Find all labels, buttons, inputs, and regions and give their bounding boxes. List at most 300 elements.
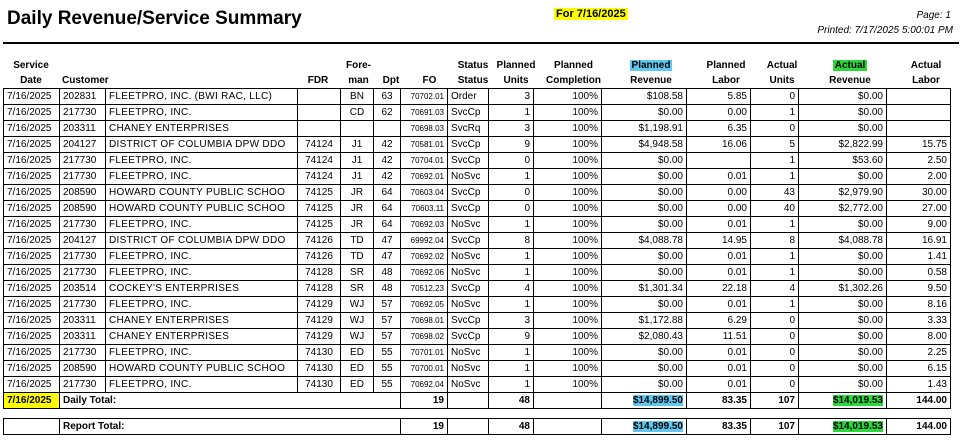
cell-planned-completion: 100% [534,249,602,265]
daily-total-planned-units: 48 [489,393,534,409]
cell-fdr: 74129 [298,329,341,345]
cell-actual-units: 0 [751,377,799,393]
cell-customer-id: 217730 [60,169,106,185]
header-actual-units: Actual Units [766,60,798,86]
cell-fdr: 74125 [298,201,341,217]
cell-fo: 70603.11 [401,201,448,217]
cell-actual-labor: 27.00 [887,201,951,217]
header-planned-labor: Planned Labor [706,60,746,86]
cell-actual-revenue: $0.00 [799,345,887,361]
cell-actual-revenue: $0.00 [799,121,887,137]
table-row [4,105,951,121]
header-foreman: Fore- man [346,60,371,86]
cell-planned-labor: 0.00 [687,201,751,217]
cell-foreman: BN [341,89,374,105]
report-total-empty-date [4,419,60,435]
cell-planned-labor: 22.18 [687,281,751,297]
daily-total-count: 19 [401,393,448,409]
cell-customer-name: FLEETPRO, INC. [106,377,298,393]
table-row [4,377,951,393]
table-row [4,169,951,185]
cell-dpt: 62 [374,105,401,121]
cell-dpt: 57 [374,297,401,313]
cell-planned-labor: 0.01 [687,297,751,313]
cell-planned-labor: 6.35 [687,121,751,137]
cell-customer-id: 203514 [60,281,106,297]
daily-total-empty-status [448,393,489,409]
cell-planned-completion: 100% [534,201,602,217]
cell-planned-labor: 0.01 [687,377,751,393]
cell-foreman: SR [341,281,374,297]
cell-planned-revenue: $4,948.58 [602,137,687,153]
cell-actual-labor [887,121,951,137]
cell-dpt: 57 [374,329,401,345]
cell-actual-revenue: $0.00 [799,217,887,233]
header-actual-revenue: Actual Revenue [829,60,871,86]
cell-fo: 70692.01 [401,169,448,185]
cell-planned-units: 8 [489,233,534,249]
cell-planned-completion: 100% [534,153,602,169]
cell-actual-units: 0 [751,89,799,105]
cell-dpt [374,121,401,137]
cell-date: 7/16/2025 [4,153,60,169]
cell-status: SvcCp [448,281,489,297]
cell-customer-name: DISTRICT OF COLUMBIA DPW DDO [106,233,298,249]
cell-date: 7/16/2025 [4,105,60,121]
cell-date: 7/16/2025 [4,313,60,329]
cell-foreman: ED [341,345,374,361]
header-customer: Customer [62,75,109,86]
cell-planned-completion: 100% [534,361,602,377]
cell-actual-units: 1 [751,265,799,281]
header-rule [3,42,959,44]
cell-planned-labor: 0.01 [687,345,751,361]
cell-planned-revenue: $0.00 [602,345,687,361]
cell-dpt: 55 [374,377,401,393]
cell-dpt: 42 [374,137,401,153]
cell-planned-units: 1 [489,377,534,393]
cell-fo: 70698.03 [401,121,448,137]
cell-planned-units: 3 [489,121,534,137]
daily-total-planned-revenue: $14,899.50 [602,393,687,409]
table-row [4,313,951,329]
cell-fdr: 74129 [298,313,341,329]
cell-customer-name: HOWARD COUNTY PUBLIC SCHOO [106,201,298,217]
cell-planned-revenue: $1,301.34 [602,281,687,297]
cell-planned-units: 9 [489,137,534,153]
cell-planned-labor: 0.00 [687,185,751,201]
cell-foreman: JR [341,217,374,233]
cell-actual-revenue: $0.00 [799,169,887,185]
cell-fo: 70704.01 [401,153,448,169]
cell-planned-units: 3 [489,313,534,329]
cell-planned-completion: 100% [534,121,602,137]
cell-customer-name: DISTRICT OF COLUMBIA DPW DDO [106,137,298,153]
cell-fdr: 74128 [298,265,341,281]
cell-dpt: 55 [374,345,401,361]
cell-actual-units: 0 [751,313,799,329]
cell-actual-labor: 9.50 [887,281,951,297]
cell-fo: 70692.05 [401,297,448,313]
cell-date: 7/16/2025 [4,121,60,137]
cell-customer-id: 217730 [60,153,106,169]
cell-actual-labor: 1.43 [887,377,951,393]
report-total-count: 19 [401,419,448,435]
cell-fdr: 74126 [298,233,341,249]
cell-planned-revenue: $1,172.88 [602,313,687,329]
cell-customer-id: 217730 [60,217,106,233]
table-row [4,297,951,313]
cell-actual-units: 0 [751,121,799,137]
cell-planned-units: 0 [489,201,534,217]
header-planned-completion: Planned Completion [546,60,601,86]
report-total-row [4,419,951,435]
cell-dpt: 57 [374,313,401,329]
revenue-table [3,88,951,435]
cell-customer-name: FLEETPRO, INC. [106,169,298,185]
cell-fdr: 74124 [298,169,341,185]
cell-status: NoSvc [448,297,489,313]
cell-customer-id: 217730 [60,297,106,313]
cell-customer-id: 203311 [60,121,106,137]
cell-actual-units: 4 [751,281,799,297]
cell-actual-units: 5 [751,137,799,153]
cell-date: 7/16/2025 [4,377,60,393]
cell-planned-labor: 0.00 [687,105,751,121]
cell-fo: 70692.02 [401,249,448,265]
cell-actual-units: 43 [751,185,799,201]
report-total-planned-labor: 83.35 [687,419,751,435]
cell-planned-units: 1 [489,217,534,233]
cell-actual-revenue: $0.00 [799,361,887,377]
daily-total-actual-labor: 144.00 [887,393,951,409]
cell-planned-revenue: $0.00 [602,201,687,217]
header-planned-revenue: Planned Revenue [630,60,672,86]
report-total-empty-completion [534,419,602,435]
cell-fdr [298,89,341,105]
cell-planned-revenue: $0.00 [602,217,687,233]
table-row [4,185,951,201]
spacer-cell [4,409,951,419]
cell-customer-name: CHANEY ENTERPRISES [106,329,298,345]
report-total-empty-status [448,419,489,435]
cell-planned-completion: 100% [534,233,602,249]
cell-dpt: 47 [374,249,401,265]
cell-actual-revenue: $0.00 [799,377,887,393]
cell-foreman: ED [341,361,374,377]
cell-fdr: 74125 [298,185,341,201]
cell-date: 7/16/2025 [4,329,60,345]
table-row [4,345,951,361]
cell-planned-revenue: $0.00 [602,185,687,201]
cell-customer-name: FLEETPRO, INC. [106,217,298,233]
daily-total-label: Daily Total: [60,393,401,409]
cell-status: NoSvc [448,169,489,185]
header-fdr: FDR [307,75,329,86]
cell-dpt: 55 [374,361,401,377]
cell-planned-revenue: $0.00 [602,377,687,393]
daily-total-planned-labor: 83.35 [687,393,751,409]
cell-customer-id: 208590 [60,361,106,377]
cell-customer-name: FLEETPRO, INC. [106,345,298,361]
cell-planned-labor: 0.01 [687,217,751,233]
cell-actual-revenue: $0.00 [799,329,887,345]
cell-planned-units: 1 [489,361,534,377]
cell-planned-units: 9 [489,329,534,345]
cell-actual-labor: 8.00 [887,329,951,345]
table-row [4,201,951,217]
cell-dpt: 42 [374,153,401,169]
cell-fo: 70700.01 [401,361,448,377]
cell-actual-revenue: $0.00 [799,313,887,329]
cell-dpt: 64 [374,185,401,201]
cell-planned-completion: 100% [534,297,602,313]
printed-timestamp: Printed: 7/17/2025 5:00:01 PM [817,25,953,36]
cell-actual-revenue: $0.00 [799,265,887,281]
cell-actual-labor: 15.75 [887,137,951,153]
cell-foreman: WJ [341,297,374,313]
cell-foreman: JR [341,201,374,217]
header-status: Status Status [457,60,489,86]
table-row [4,153,951,169]
cell-customer-id: 203311 [60,329,106,345]
cell-actual-revenue: $2,979.90 [799,185,887,201]
cell-planned-completion: 100% [534,105,602,121]
cell-status: SvcCp [448,185,489,201]
cell-fdr: 74130 [298,345,341,361]
cell-planned-units: 0 [489,153,534,169]
cell-status: NoSvc [448,265,489,281]
cell-planned-labor: 0.01 [687,265,751,281]
cell-actual-labor: 16.91 [887,233,951,249]
daily-total-actual-units: 107 [751,393,799,409]
cell-planned-units: 1 [489,297,534,313]
cell-status: NoSvc [448,217,489,233]
cell-actual-revenue: $2,822.99 [799,137,887,153]
cell-planned-completion: 100% [534,89,602,105]
cell-planned-completion: 100% [534,185,602,201]
cell-customer-name: HOWARD COUNTY PUBLIC SCHOO [106,185,298,201]
cell-actual-units: 1 [751,249,799,265]
cell-planned-completion: 100% [534,281,602,297]
cell-planned-revenue: $108.58 [602,89,687,105]
table-row [4,121,951,137]
cell-date: 7/16/2025 [4,233,60,249]
cell-foreman: TD [341,249,374,265]
cell-planned-revenue: $0.00 [602,361,687,377]
cell-dpt: 48 [374,265,401,281]
cell-actual-labor: 9.00 [887,217,951,233]
cell-date: 7/16/2025 [4,249,60,265]
cell-actual-labor: 0.58 [887,265,951,281]
cell-actual-revenue: $0.00 [799,89,887,105]
cell-dpt: 42 [374,169,401,185]
cell-actual-units: 1 [751,105,799,121]
cell-planned-revenue: $0.00 [602,153,687,169]
cell-actual-revenue: $0.00 [799,105,887,121]
cell-actual-labor: 3.33 [887,313,951,329]
cell-actual-revenue: $0.00 [799,249,887,265]
cell-status: SvcCp [448,313,489,329]
cell-planned-labor: 0.01 [687,361,751,377]
cell-dpt: 64 [374,217,401,233]
cell-fo: 70701.01 [401,345,448,361]
cell-fo: 70698.02 [401,329,448,345]
cell-foreman: JR [341,185,374,201]
cell-planned-revenue: $0.00 [602,169,687,185]
cell-planned-units: 1 [489,345,534,361]
report-total-actual-revenue: $14,019.53 [799,419,887,435]
cell-fo: 70692.06 [401,265,448,281]
cell-fo: 69992.04 [401,233,448,249]
cell-dpt: 48 [374,281,401,297]
cell-actual-labor: 2.25 [887,345,951,361]
cell-actual-units: 1 [751,217,799,233]
cell-planned-completion: 100% [534,137,602,153]
cell-status: SvcCp [448,137,489,153]
cell-status: NoSvc [448,361,489,377]
table-row [4,233,951,249]
cell-customer-name: COCKEY'S ENTERPRISES [106,281,298,297]
cell-customer-id: 204127 [60,233,106,249]
cell-fo: 70512.23 [401,281,448,297]
cell-planned-completion: 100% [534,217,602,233]
cell-customer-id: 217730 [60,249,106,265]
cell-fo: 70702.01 [401,89,448,105]
cell-planned-completion: 100% [534,329,602,345]
table-row [4,329,951,345]
cell-planned-revenue: $0.00 [602,297,687,313]
cell-fo: 70581.01 [401,137,448,153]
cell-customer-name: FLEETPRO, INC. (BWI RAC, LLC) [106,89,298,105]
cell-foreman: CD [341,105,374,121]
cell-status: SvcCp [448,105,489,121]
cell-customer-id: 217730 [60,377,106,393]
cell-planned-units: 4 [489,281,534,297]
cell-date: 7/16/2025 [4,185,60,201]
cell-fo: 70698.01 [401,313,448,329]
cell-planned-units: 0 [489,185,534,201]
table-row [4,217,951,233]
cell-date: 7/16/2025 [4,361,60,377]
cell-customer-name: FLEETPRO, INC. [106,249,298,265]
table-row [4,89,951,105]
header-dpt: Dpt [382,75,400,86]
cell-customer-id: 217730 [60,265,106,281]
cell-customer-name: CHANEY ENTERPRISES [106,313,298,329]
cell-planned-labor: 0.01 [687,249,751,265]
cell-planned-revenue: $1,198.91 [602,121,687,137]
cell-status: NoSvc [448,345,489,361]
cell-fdr: 74126 [298,249,341,265]
cell-planned-labor: 14.95 [687,233,751,249]
report-total-actual-units: 107 [751,419,799,435]
cell-foreman: WJ [341,313,374,329]
cell-foreman: WJ [341,329,374,345]
daily-total-actual-revenue: $14,019.53 [799,393,887,409]
cell-planned-revenue: $0.00 [602,249,687,265]
cell-customer-name: CHANEY ENTERPRISES [106,121,298,137]
cell-customer-id: 208590 [60,185,106,201]
cell-status: SvcRq [448,121,489,137]
cell-status: SvcCp [448,201,489,217]
cell-actual-labor: 2.00 [887,169,951,185]
table-row [4,249,951,265]
cell-planned-revenue: $0.00 [602,105,687,121]
cell-customer-id: 208590 [60,201,106,217]
cell-status: NoSvc [448,249,489,265]
cell-planned-completion: 100% [534,265,602,281]
cell-actual-labor: 8.16 [887,297,951,313]
cell-dpt: 47 [374,233,401,249]
cell-fo: 70691.03 [401,105,448,121]
cell-date: 7/16/2025 [4,217,60,233]
report-total-label: Report Total: [60,419,401,435]
report-date-badge: For 7/16/2025 [556,8,626,20]
cell-actual-units: 0 [751,329,799,345]
spacer-row [4,409,951,419]
table-row [4,281,951,297]
cell-date: 7/16/2025 [4,265,60,281]
cell-date: 7/16/2025 [4,281,60,297]
cell-status: SvcCp [448,153,489,169]
header-service-date: Service Date [13,60,49,86]
cell-fdr: 74129 [298,297,341,313]
cell-actual-labor [887,89,951,105]
cell-planned-units: 1 [489,105,534,121]
cell-fo: 70692.04 [401,377,448,393]
cell-actual-units: 1 [751,297,799,313]
cell-dpt: 64 [374,201,401,217]
header-actual-labor: Actual Labor [910,60,942,86]
report-total-actual-labor: 144.00 [887,419,951,435]
daily-total-row [4,393,951,409]
cell-actual-units: 1 [751,153,799,169]
page-number: Page: 1 [916,10,951,21]
cell-planned-completion: 100% [534,377,602,393]
cell-dpt: 63 [374,89,401,105]
cell-fdr: 74124 [298,137,341,153]
cell-actual-revenue: $4,088.78 [799,233,887,249]
cell-fo: 70692.03 [401,217,448,233]
cell-date: 7/16/2025 [4,345,60,361]
cell-actual-units: 8 [751,233,799,249]
cell-fdr: 74128 [298,281,341,297]
cell-date: 7/16/2025 [4,137,60,153]
cell-customer-name: FLEETPRO, INC. [106,265,298,281]
cell-actual-labor: 6.15 [887,361,951,377]
cell-planned-labor: 11.51 [687,329,751,345]
cell-status: SvcCp [448,233,489,249]
cell-actual-revenue: $0.00 [799,297,887,313]
cell-fdr: 74130 [298,377,341,393]
cell-fdr: 74125 [298,217,341,233]
report-total-planned-revenue: $14,899.50 [602,419,687,435]
cell-customer-name: FLEETPRO, INC. [106,297,298,313]
cell-planned-completion: 100% [534,345,602,361]
cell-planned-units: 1 [489,249,534,265]
cell-planned-labor: 6.29 [687,313,751,329]
table-row [4,137,951,153]
cell-foreman: SR [341,265,374,281]
cell-planned-units: 3 [489,89,534,105]
cell-actual-revenue: $53.60 [799,153,887,169]
report-total-planned-units: 48 [489,419,534,435]
cell-foreman: J1 [341,153,374,169]
cell-planned-revenue: $0.00 [602,265,687,281]
cell-fdr: 74124 [298,153,341,169]
cell-planned-completion: 100% [534,169,602,185]
